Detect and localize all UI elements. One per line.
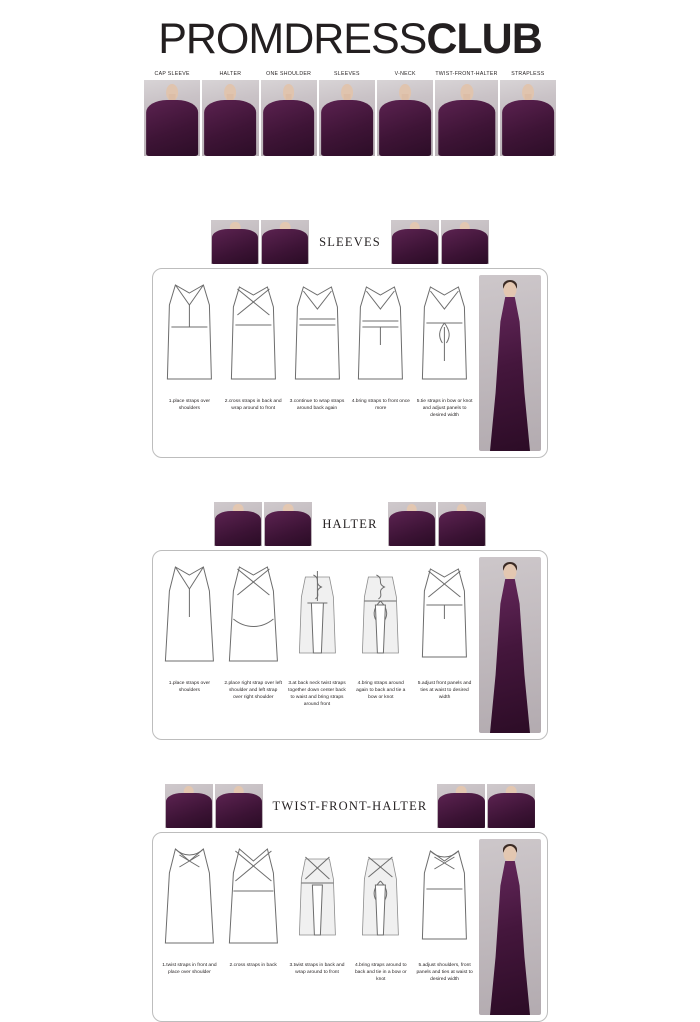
step-item [350, 839, 411, 1015]
style-label: ONE SHOULDER [266, 71, 312, 77]
brand-header [0, 0, 700, 61]
style-cell[interactable] [261, 71, 317, 156]
step-item [350, 275, 411, 451]
style-photo [500, 80, 556, 156]
step-caption: 3.at back neck twist straps together down center back to waist and bring straps around front [288, 681, 346, 708]
step-caption: 3.continue to wrap straps around back again [289, 399, 345, 412]
style-label: TWIST-FRONT-HALTER [435, 71, 498, 77]
steps-panel [152, 832, 548, 1022]
step-caption: 2.place right strap over left shoulder and left strap over right shoulder [224, 681, 283, 701]
model-photo [479, 557, 541, 733]
model-photo [479, 275, 541, 451]
model-photo [479, 839, 541, 1015]
style-photo [144, 80, 200, 156]
step-caption: 4.bring straps around to back and tie in a bow or knot [354, 963, 407, 983]
style-thumbnail [165, 784, 213, 828]
dress-sketch [350, 275, 411, 395]
style-thumbnail [215, 784, 263, 828]
step-caption: 5.tie straps in bow or knot and adjust panels to desired width [416, 399, 473, 419]
dress-sketch [414, 557, 475, 677]
step-caption: 1.place straps over shoulders [168, 681, 211, 694]
step-item [287, 839, 348, 1015]
style-photo [261, 80, 317, 156]
styles-strip [144, 71, 556, 156]
step-item [414, 839, 475, 1015]
steps-panel [152, 268, 548, 458]
section-header [152, 502, 548, 546]
style-label: CAP SLEEVE [154, 71, 190, 77]
style-label: STRAPLESS [511, 71, 545, 77]
style-thumbnail [441, 220, 489, 264]
style-cell[interactable] [144, 71, 200, 156]
style-label: V-NECK [394, 71, 416, 77]
dress-sketch [350, 839, 411, 959]
dress-sketch [287, 275, 348, 395]
style-label: HALTER [219, 71, 242, 77]
dress-sketch [287, 839, 348, 959]
step-caption: 3.twist straps in back and wrap around to front [289, 963, 345, 976]
brand-name-secondary: CLUB [426, 15, 542, 63]
step-caption: 4.bring straps to front once more [351, 399, 410, 412]
steps-list [159, 557, 475, 733]
dress-sketch [223, 275, 284, 395]
dress-sketch [159, 557, 220, 677]
style-thumbnail [437, 784, 485, 828]
step-item [223, 839, 284, 1015]
dress-sketch [223, 839, 284, 959]
section-twist-front-halter [0, 784, 700, 1022]
step-item [350, 557, 411, 733]
style-photo [202, 80, 258, 156]
section-header [152, 784, 548, 828]
section-title: TWIST-FRONT-HALTER [272, 798, 428, 813]
section-title: SLEEVES [319, 234, 381, 249]
dress-sketch [223, 557, 284, 677]
dress-sketch [287, 557, 348, 677]
section-halter [0, 502, 700, 740]
style-label: SLEEVES [334, 71, 360, 77]
step-caption: 1.twist straps in front and place over shoulder [162, 963, 217, 976]
section-title: HALTER [322, 516, 378, 531]
step-item [159, 275, 220, 451]
style-photo [319, 80, 375, 156]
style-thumbnail [264, 502, 312, 546]
step-item [159, 557, 220, 733]
dress-sketch [414, 275, 475, 395]
style-thumbnail [438, 502, 486, 546]
dress-sketch [159, 275, 220, 395]
style-cell[interactable] [435, 71, 497, 156]
brand-name-primary: PROMDRESS [158, 15, 427, 63]
step-item [223, 557, 284, 733]
step-item [287, 557, 348, 733]
step-item [159, 839, 220, 1015]
section-sleeves [0, 220, 700, 458]
step-item [287, 275, 348, 451]
step-item [414, 557, 475, 733]
step-caption: 1.place straps over shoulders [168, 399, 211, 412]
style-thumbnail [261, 220, 309, 264]
style-thumbnail [487, 784, 535, 828]
dress-sketch [159, 839, 220, 959]
step-caption: 5.adjust front panels and ties at waist to desired width [417, 681, 472, 701]
step-caption: 2.cross straps in back and wrap around to front [224, 399, 282, 412]
style-cell[interactable] [202, 71, 258, 156]
step-item [223, 275, 284, 451]
steps-panel [152, 550, 548, 740]
step-caption: 2.cross straps in back [229, 963, 277, 968]
steps-list [159, 839, 475, 1015]
style-thumbnail [391, 220, 439, 264]
style-cell[interactable] [377, 71, 433, 156]
step-caption: 4.bring straps around again to back and tie a bow or knot [356, 681, 406, 701]
dress-sketch [350, 557, 411, 677]
step-item [414, 275, 475, 451]
style-thumbnail [211, 220, 259, 264]
steps-list [159, 275, 475, 451]
step-caption: 5.adjust shoulders, front panels and ties at waist to desired width [416, 963, 473, 983]
section-header [152, 220, 548, 264]
style-cell[interactable] [500, 71, 556, 156]
style-photo [435, 80, 497, 156]
style-photo [377, 80, 433, 156]
style-cell[interactable] [319, 71, 375, 156]
dress-sketch [414, 839, 475, 959]
style-thumbnail [388, 502, 436, 546]
style-thumbnail [214, 502, 262, 546]
